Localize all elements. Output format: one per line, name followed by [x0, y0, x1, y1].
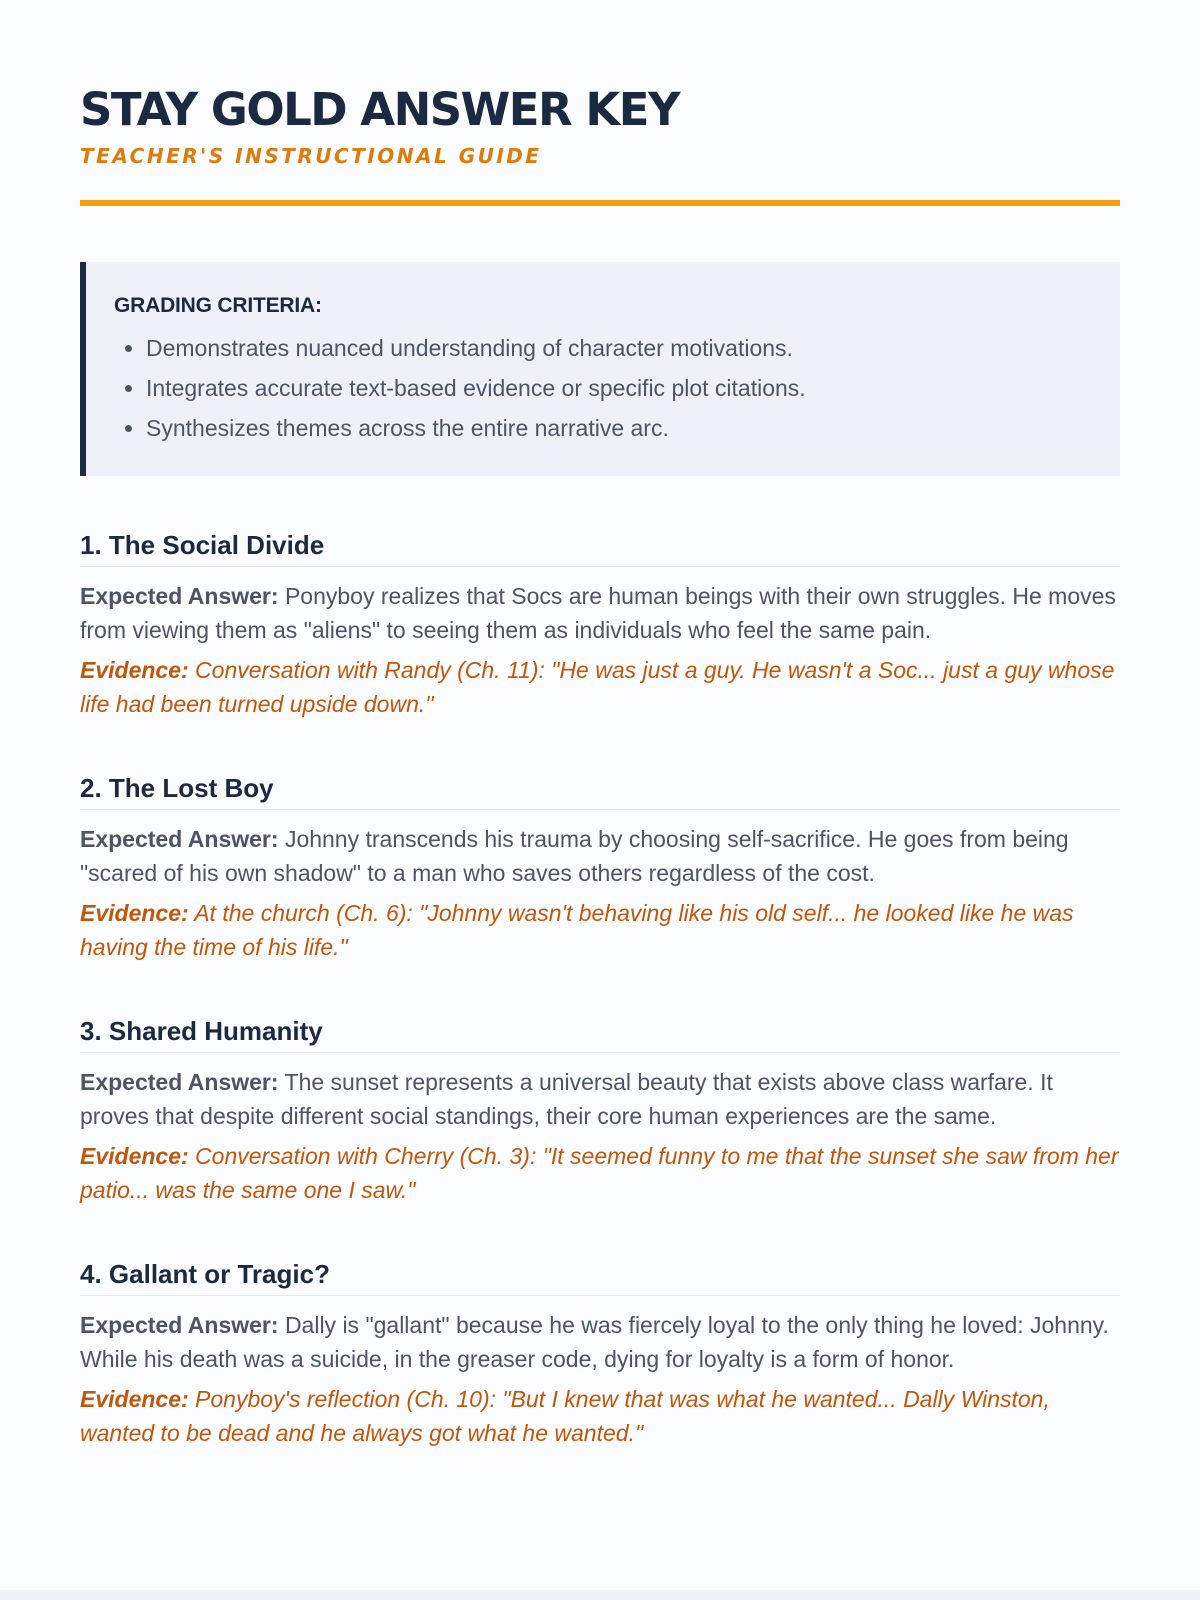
evidence	[80, 896, 1120, 964]
criteria-item: • Integrates accurate text-based evidence or specific plot citations.	[146, 368, 1092, 408]
question-1	[80, 528, 1120, 721]
question-2	[80, 771, 1120, 964]
expected-answer	[80, 1308, 1120, 1376]
questions-list	[80, 528, 1120, 1450]
evidence	[80, 1139, 1120, 1207]
page-subtitle: TEACHER'S INSTRUCTIONAL GUIDE	[80, 144, 542, 168]
evidence	[80, 1382, 1120, 1450]
evidence	[80, 653, 1120, 721]
question-title: 2. The Lost Boy	[80, 771, 1120, 810]
expected-answer-text: Ponyboy realizes that Socs are human beings with their own struggles. He moves from viewing them as "aliens" to seeing them as individuals who feel the same pain.	[80, 583, 1116, 643]
expected-answer	[80, 579, 1120, 647]
question-4	[80, 1257, 1120, 1450]
page-header	[80, 82, 1120, 206]
evidence-label: Evidence:	[80, 1143, 189, 1169]
expected-answer-label: Expected Answer:	[80, 1069, 279, 1095]
grading-criteria-list	[114, 328, 1092, 448]
expected-answer-text: The sunset represents a universal beauty that exists above class warfare. It proves that despite different social standings, their core human experiences are the same.	[80, 1069, 1053, 1129]
question-title: 3. Shared Humanity	[80, 1014, 1120, 1053]
evidence-text: Ponyboy's reflection (Ch. 10): "But I knew that was what he wanted... Dally Winston, wanted to be dead and he always got what he wanted."	[80, 1386, 1050, 1446]
criteria-item: • Synthesizes themes across the entire narrative arc.	[146, 408, 1092, 448]
expected-answer	[80, 1065, 1120, 1133]
evidence-label: Evidence:	[80, 657, 189, 683]
header-divider	[80, 200, 1120, 206]
question-title: 4. Gallant or Tragic?	[80, 1257, 1120, 1296]
grading-criteria-heading: GRADING CRITERIA:	[114, 294, 322, 317]
expected-answer-text: Johnny transcends his trauma by choosing self-sacrifice. He goes from being "scared of his own shadow" to a man who saves others regardless of the cost.	[80, 826, 1069, 886]
expected-answer-label: Expected Answer:	[80, 583, 279, 609]
page-title: STAY GOLD ANSWER KEY	[80, 83, 680, 136]
expected-answer-label: Expected Answer:	[80, 1312, 279, 1338]
evidence-text: Conversation with Cherry (Ch. 3): "It seemed funny to me that the sunset she saw from her patio... was the same one I saw."	[80, 1143, 1119, 1203]
question-title: 1. The Social Divide	[80, 528, 1120, 567]
grading-criteria-box	[80, 262, 1120, 476]
question-3	[80, 1014, 1120, 1207]
expected-answer-label: Expected Answer:	[80, 826, 279, 852]
evidence-label: Evidence:	[80, 1386, 189, 1412]
criteria-item: • Demonstrates nuanced understanding of character motivations.	[146, 328, 1092, 368]
expected-answer-text: Dally is "gallant" because he was fiercely loyal to the only thing he loved: Johnny. While his death was a suicide, in the greaser code, dying for loyalty is a form of honor.	[80, 1312, 1109, 1372]
expected-answer	[80, 822, 1120, 890]
evidence-label: Evidence:	[80, 900, 189, 926]
evidence-text: At the church (Ch. 6): "Johnny wasn't behaving like his old self... he looked like he was having the time of his life."	[80, 900, 1074, 960]
evidence-text: Conversation with Randy (Ch. 11): "He was just a guy. He wasn't a Soc... just a guy whose life had been turned upside down."	[80, 657, 1115, 717]
